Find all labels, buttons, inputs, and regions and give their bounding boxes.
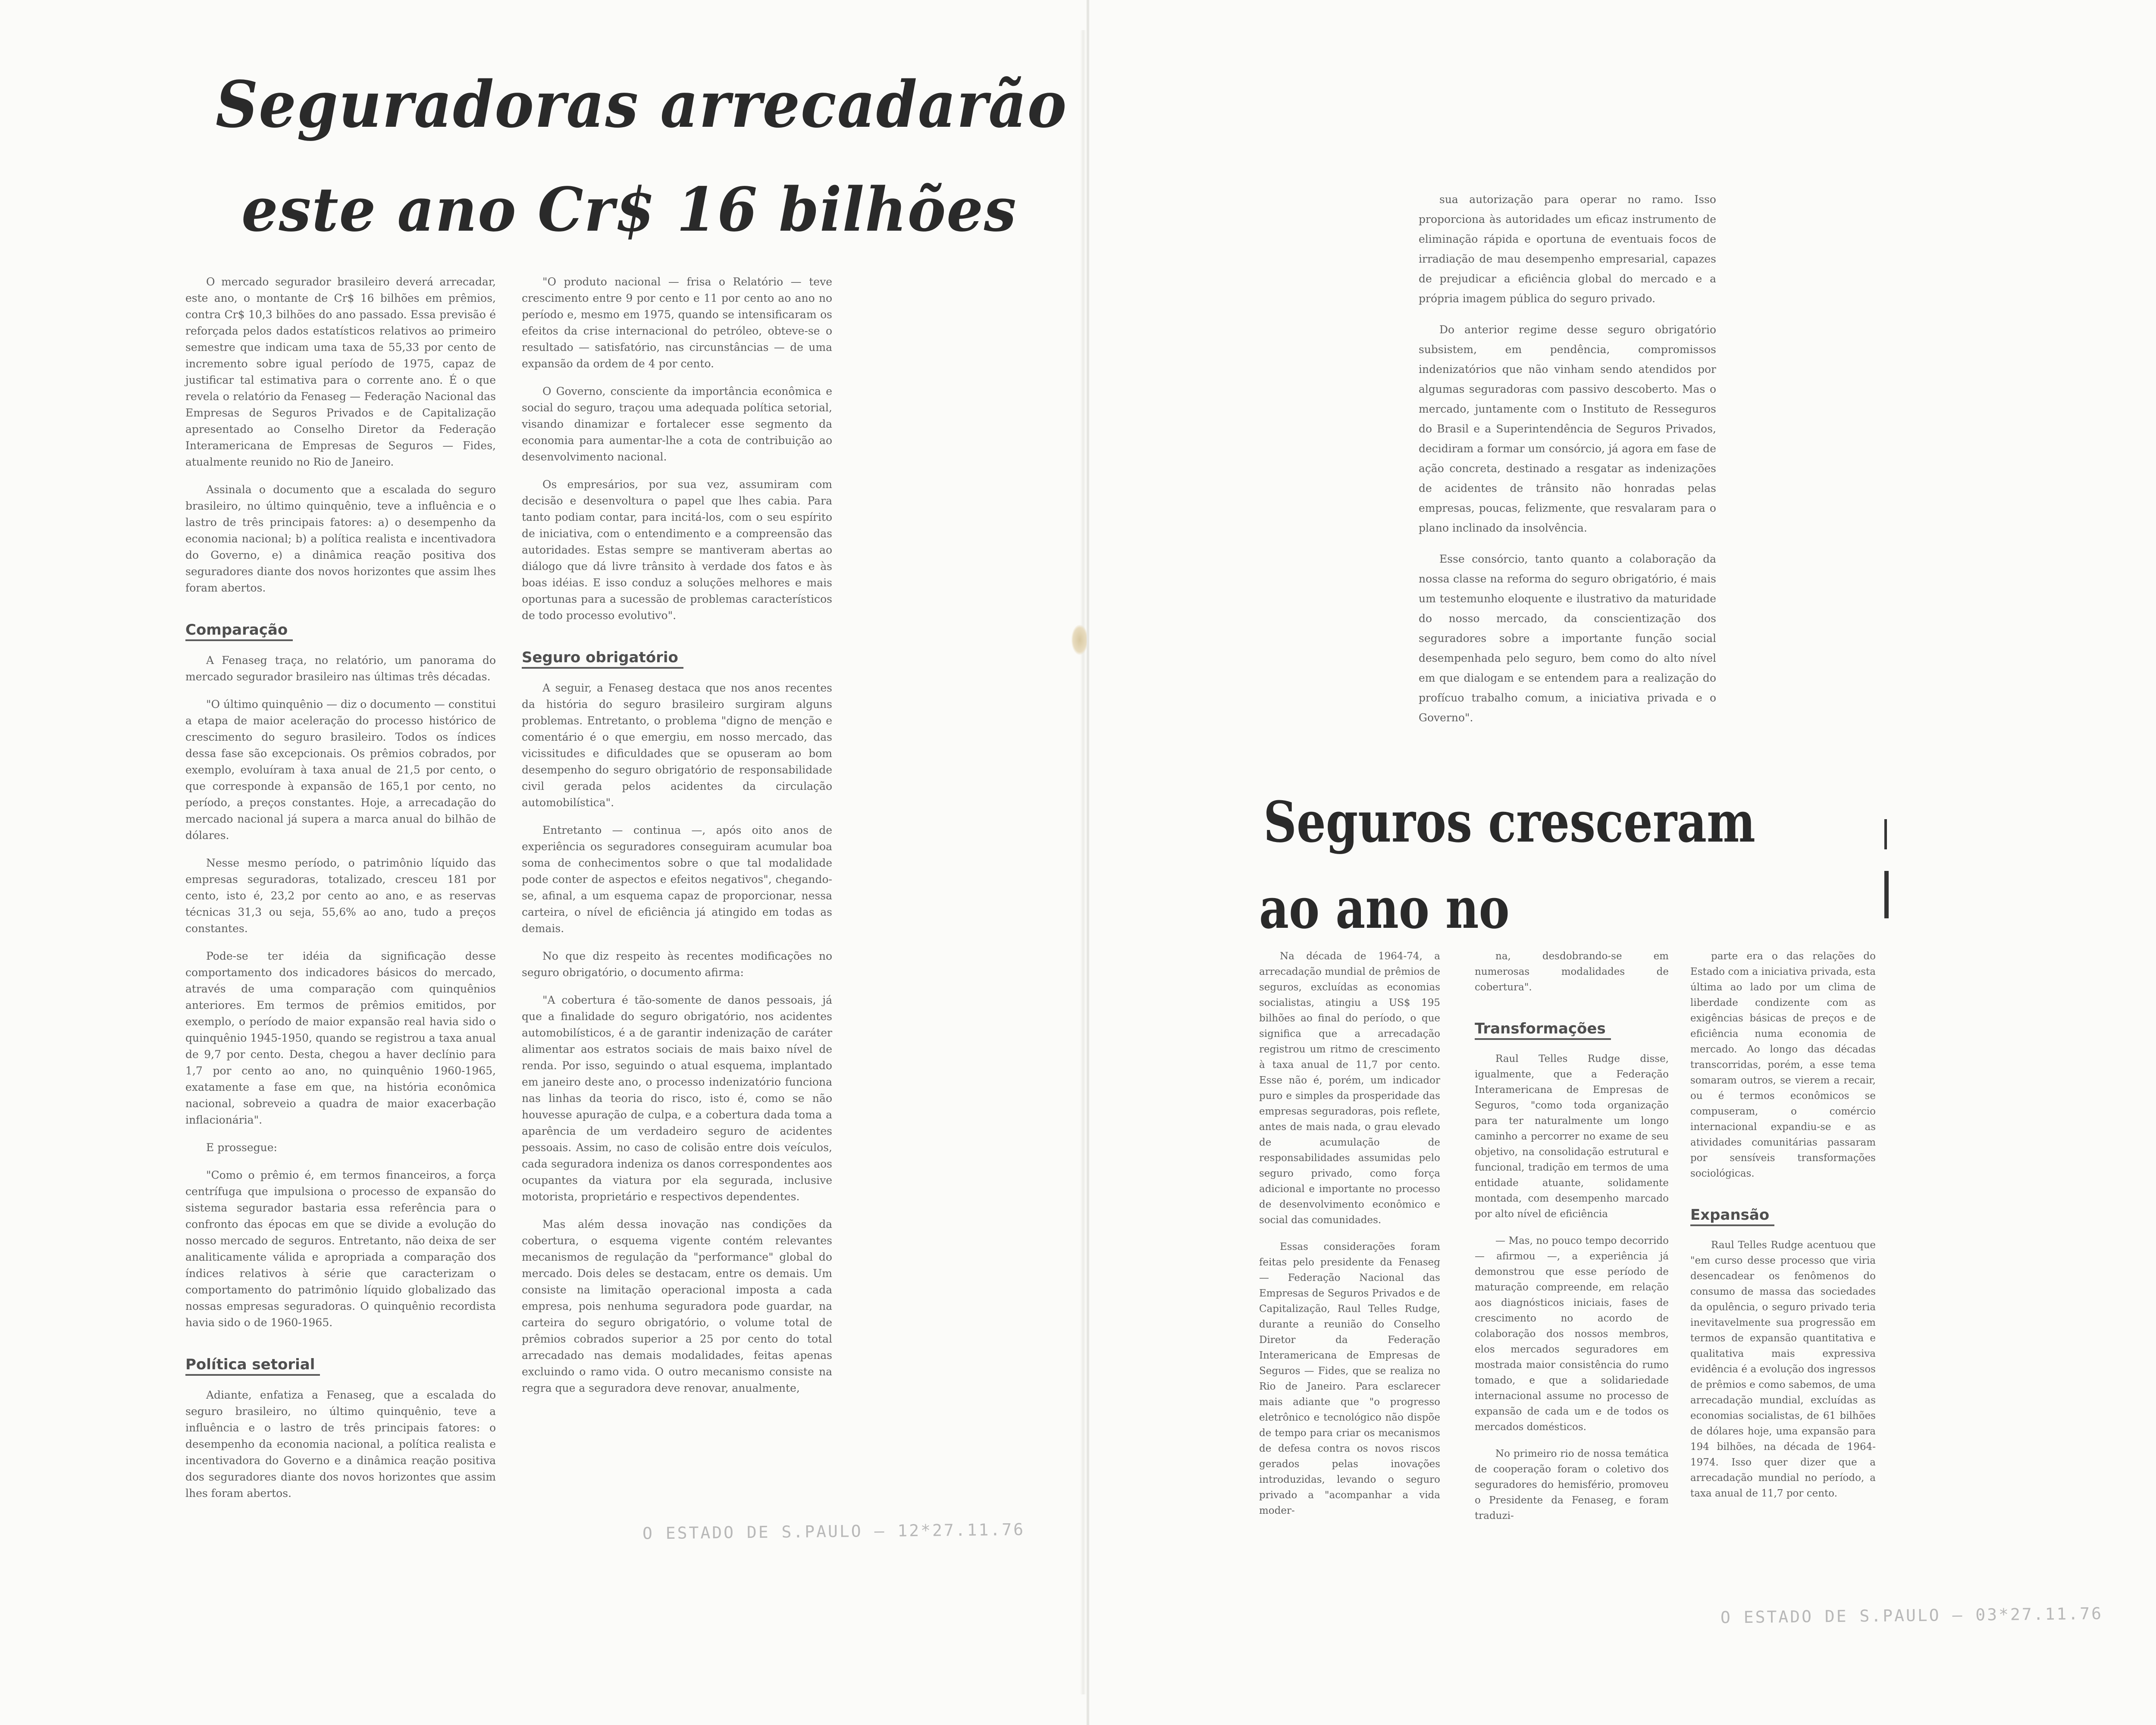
paragraph: "O último quinquênio — diz o documento — constitui a etapa de maior aceleração do processo histórico de crescimento do seguro brasileiro. Todos os índices dessa fase são excepcionais. Os prêmios cobrados, por exemplo, evoluíram à taxa anual de 21,5 por cento, o que corresponde à expansão de 165,1 por cento, no período, a preços constantes. Hoje, a arrecadação do mercado nacional já supera a marca anual do bilhão de dólares. [185, 698, 496, 842]
paragraph: Adiante, enfatiza a Fenaseg, que a escalada do seguro brasileiro, no último quinquênio, teve a influência e o lastro de três principais fatores: o desempenho da economia nacional, a política realista e incentivadora do Governo e a dinâmica reação positiva dos seguradores diante dos novos horizontes que assim lhes foram abertos. [185, 1389, 496, 1500]
paragraph: Nesse mesmo período, o patrimônio líquido das empresas seguradoras, totalizado, cresceu 181 por cento, isto é, 23,2 por cento ao ano, e as reservas técnicas 31,3 ou seja, 55,6% ao ano, tudo a preços constantes. [185, 857, 496, 935]
paragraph: Mas além dessa inovação nas condições da cobertura, o esquema vigente contém relevantes mecanismos de regulação da "performance" global do mercado. Dois deles se destacam, entre os demais. Um consiste na limitação operacional imposta a cada empresa, pois nenhuma seguradora pode guardar, na carteira do seguro obrigatório, o volume total de prêmios cobrados superior a 25 por cento do total arrecadado nas demais modalidades, feitas apenas excluindo o ramo vida. O outro mecanismo consiste na regra que a seguradora deve renovar, anualmente, [522, 1218, 832, 1394]
headline-line-2: este ano Cr$ 16 bilhões [241, 175, 1017, 245]
paragraph: Do anterior regime desse seguro obrigatório subsistem, em pendência, compromissos indenizatórios que não vinham sendo atendidos por algumas seguradoras com passivo descoberto. Mas o mercado, juntamente com o Instituto de Resseguros do Brasil e a Superintendência de Seguros Privados, decidiram a formar um consórcio, já agora em fase de ação concreta, destinado a resgatar as indenizações de acidentes de trânsito não honradas pelas empresas, poucas, felizmente, que resvalaram para o plano inclinado da insolvência. [1419, 323, 1716, 534]
paragraph: parte era o das relações do Estado com a iniciativa privada, esta última ao lado por um clima de liberdade condizente com as exigências básicas de preços e de eficiência numa economia de mercado. Ao longo das décadas transcorridas, porém, a esse tema somaram outros, se vierem a recair, ou é termos econômicos se compuseram, o comércio internacional expandiu-se e as atividades comunitárias passaram por sensíveis transformações sociológicas. [1690, 951, 1876, 1179]
paragraph: Na década de 1964-74, a arrecadação mundial de prêmios de seguros, excluídas as economias socialistas, atingiu a US$ 195 bilhões ao final do período, o que significa que a arrecadação registrou um ritmo de crescimento à taxa anual de 11,7 por cento. Esse não é, porém, um indicador puro e simples da prosperidade das empresas seguradoras, pois reflete, antes de mais nada, o grau elevado de acumulação de responsabilidades assumidas pelo seguro privado, como força adicional e importante no processo de desenvolvimento econômico e social das comunidades. [1259, 951, 1440, 1226]
paragraph: No que diz respeito às recentes modificações no seguro obrigatório, o documento afirma: [522, 950, 832, 979]
headline-seguros-line-1: Seguros cresceram [1263, 789, 1755, 855]
article-column-2 [522, 274, 832, 1408]
paragraph: — Mas, no pouco tempo decorrido — afirmou —, a experiência já demonstrou que esse período de maturação compreende, em relação aos diagnósticos iniciais, fases de crescimento no acordo de colaboração dos nossos membros, elos mercados seguradores em mostrada maior consistência do rumo tomado, e que a solidariedade internacional assume no processo de expansão de cada um e de todos os mercados domésticos. [1475, 1235, 1669, 1433]
headline-line-1: Seguradoras arrecadarão [216, 67, 1068, 142]
paragraph: Esse consórcio, tanto quanto a colaboração da nossa classe na reforma do seguro obrigatório, é mais um testemunho eloquente e ilustrativo da maturidade do nosso mercado, da conscientização dos seguradores sobre a importante função social desempenhada pelo seguro, bem como do alto nível em que dialogam e se entendem para a realização do profícuo trabalho comum, a iniciativa privada e o Governo". [1419, 553, 1716, 724]
paragraph: na, desdobrando-se em numerosas modalidades de cobertura". [1475, 951, 1669, 993]
page-edge [1087, 0, 1089, 1725]
paragraph: O Governo, consciente da importância econômica e social do seguro, traçou uma adequada política setorial, visando dinamizar e fortalecer esse segmento da economia para aumentar-lhe a cota de contribuição ao desenvolvimento nacional. [522, 385, 832, 463]
paragraph: "O produto nacional — frisa o Relatório — teve crescimento entre 9 por cento e 11 por cento ao ano no período e, mesmo em 1975, quando se intensificaram os efeitos da crise internacional do petróleo, obteve-se o resultado — satisfatório, nas circunstâncias — de uma expansão da ordem de 4 por cento. [522, 275, 832, 370]
paragraph: "A cobertura é tão-somente de danos pessoais, já que a finalidade do seguro obrigatório, nos acidentes automobilísticos, é a de garantir indenização de caráter alimentar aos estratos sociais de mais baixo nível de renda. Por isso, seguindo o atual esquema, implantado em janeiro deste ano, o processo indenizatório funciona nas linhas da teoria do risco, isto é, como se não houvesse apuração de culpa, e a cobertura dada toma a aparência de um verdadeiro seguro de acidentes pessoais. Assim, no caso de colisão entre dois veículos, cada seguradora indeniza os danos correspondentes aos ocupantes da viatura por ela segurada, inclusive motorista, proprietário e respectivos dependentes. [522, 994, 832, 1203]
subheading-seguro-obrigatorio: Seguro obrigatório [522, 648, 683, 669]
subheading-politica-setorial: Política setorial [185, 1355, 320, 1376]
subheading-comparacao: Comparação [185, 620, 293, 641]
page-gutter [1080, 30, 1086, 1694]
binding-stain [1071, 624, 1088, 655]
article-column-continued [1419, 190, 1716, 739]
paragraph: Pode-se ter idéia da significação desse comportamento dos indicadores básicos do mercado, através de uma comparação com quinquênios anteriores. Em termos de prêmios emitidos, por exemplo, o período de maior expansão real havia sido o quinquênio 1945-1950, quando se registrou a taxa anual de 9,7 por cento. Desta, chegou a haver declínio para 1,7 por cento ao ano, no quinquênio 1960-1965, exatamente a fase em que, na história econômica nacional, sobreveio a quadra de maior exacerbação inflacionária". [185, 950, 496, 1126]
article-column-c [1690, 949, 1876, 1512]
paragraph: A seguir, a Fenaseg destaca que nos anos recentes da história do seguro brasileiro surgiram alguns problemas. Entretanto, o problema "digno de menção e comentário é o que emergiu, em nosso mercado, das vicissitudes e dificuldades que se opuseram ao bom desempenho do seguro obrigatório de responsabilidade civil gerada pelos acidentes da circulação automobilística". [522, 682, 832, 809]
paragraph: Essas considerações foram feitas pelo presidente da Fenaseg — Federação Nacional das Empresas de Seguros Privados e de Capitalização, Raul Telles Rudge, durante a reunião do Conselho Diretor da Federação Interamericana de Empresas de Seguros — Fides, que se realiza no Rio de Janeiro. Para esclarecer mais adiante que "o progresso eletrônico e tecnológico não dispõe de tempo para criar os mecanismos de defesa contra os novos riscos gerados pelas inovações introduzidas, levando o seguro privado a "acompanhar a vida moder- [1259, 1241, 1440, 1516]
paragraph: Os empresários, por sua vez, assumiram com decisão e desenvoltura o papel que lhes cabia. Para tanto podiam contar, para incitá-los, com o seu espírito de iniciativa, com o entendimento e a compreensão das autoridades. Estas sempre se mantiveram abertas ao diálogo que dá livre trânsito à verdade dos fatos e às boas idéias. E isso conduz a soluções melhores e mais oportunas para a sucessão de problemas característicos de todo processo evolutivo". [522, 478, 832, 622]
article-column-b [1475, 949, 1669, 1535]
paragraph: sua autorização para operar no ramo. Isso proporciona às autoridades um eficaz instrumento de eliminação rápida e oportuna de eventuais focos de irradiação de mau desempenho empresarial, capazes de prejudicar a eficiência global do mercado e a própria imagem pública do seguro privado. [1419, 193, 1716, 305]
paragraph: No primeiro rio de nossa temática de cooperação foram o coletivo dos seguradores do hemisfério, promoveu o Presidente da Fenaseg, e foram traduzi- [1475, 1448, 1669, 1522]
article-column-1 [185, 274, 496, 1513]
paragraph: E prossegue: [206, 1141, 277, 1154]
subheading-transformacoes: Transformações [1475, 1019, 1611, 1040]
paragraph: O mercado segurador brasileiro deverá arrecadar, este ano, o montante de Cr$ 16 bilhões em prêmios, contra Cr$ 10,3 bilhões do ano passado. Essa previsão é reforçada pelos dados estatísticos relativos ao primeiro semestre que indicam uma taxa de 55,33 por cento de incremento sobre igual período de 1975, capaz de justificar tal estimativa para o corrente ano. É o que revela o relatório da Fenaseg — Federação Nacional das Empresas de Seguros Privados e de Capitalização apresentado ao Conselho Diretor da Federação Interamericana de Empresas de Seguros — Fides, atualmente reunido no Rio de Janeiro. [185, 275, 496, 468]
paragraph: Assinala o documento que a escalada do seguro brasileiro, no último quinquênio, teve a influência e o lastro de três principais fatores: a) o desempenho da economia nacional; b) a política realista e incentivadora do Governo, e) a dinâmica reação positiva dos seguradores diante dos novos horizontes que assim lhes foram abertos. [185, 483, 496, 594]
subheading-expansao: Expansão [1690, 1205, 1774, 1226]
paragraph: A Fenaseg traça, no relatório, um panorama do mercado segurador brasileiro nas últimas três décadas. [185, 654, 496, 683]
article-column-a [1259, 949, 1440, 1530]
paragraph: Raul Telles Rudge acentuou que "em curso desse processo que viria desencadear os fenômenos do consumo de massa das sociedades da opulência, o seguro privado teria inevitavelmente sua progressão em termos de expansão quantitativa e qualitativa mais expressiva evidência é a evolução dos ingressos de prêmios e como sabemos, de uma arrecadação mundial, excluídas as economias socialistas, de 61 bilhões de dólares hoje, uma expansão para 194 bilhões, na década de 1964-1974. Isso quer dizer que a arrecadação mundial no período, a taxa anual de 11,7 por cento. [1690, 1240, 1876, 1499]
archive-stamp-right: O ESTADO DE S.PAULO — 03*27.11.76 [1720, 1604, 2103, 1627]
archive-stamp-left: O ESTADO DE S.PAULO — 12*27.11.76 [642, 1520, 1025, 1543]
headline-seguros-line-2: ao ano no [1259, 875, 1510, 941]
clipping-cut-mark [1884, 871, 1889, 918]
paragraph: Raul Telles Rudge disse, igualmente, que a Federação Interamericana de Empresas de Seguros, "como toda organização para ter naturalmente um longo caminho a percorrer no exame de seu objetivo, na consolidação estrutural e funcional, tradição em termos de uma entidade atuante, solidamente montada, com desempenho marcado por alto nível de eficiência [1475, 1053, 1669, 1220]
clipping-cut-mark [1884, 819, 1887, 849]
paragraph: Entretanto — continua —, após oito anos de experiência os seguradores conseguiram acumular boa soma de conhecimentos sobre o que tal modalidade pode conter de aspectos e efeitos negativos", chegando-se, afinal, a um esquema capaz de proporcionar, nessa carteira, o nível de eficiência já atingido em todas as demais. [522, 824, 832, 935]
paragraph: "Como o prêmio é, em termos financeiros, a força centrífuga que impulsiona o processo de expansão do sistema segurador bastaria essa referência para o confronto das épocas em que se divide a evolução do nosso mercado de seguros. Entretanto, não deixa de ser analiticamente válida e apropriada a comparação dos índices relativos à série que caracterizam o comportamento do patrimônio líquido globalizado das nossas empresas seguradoras. O quinquênio recordista havia sido o de 1960-1965. [185, 1169, 496, 1329]
